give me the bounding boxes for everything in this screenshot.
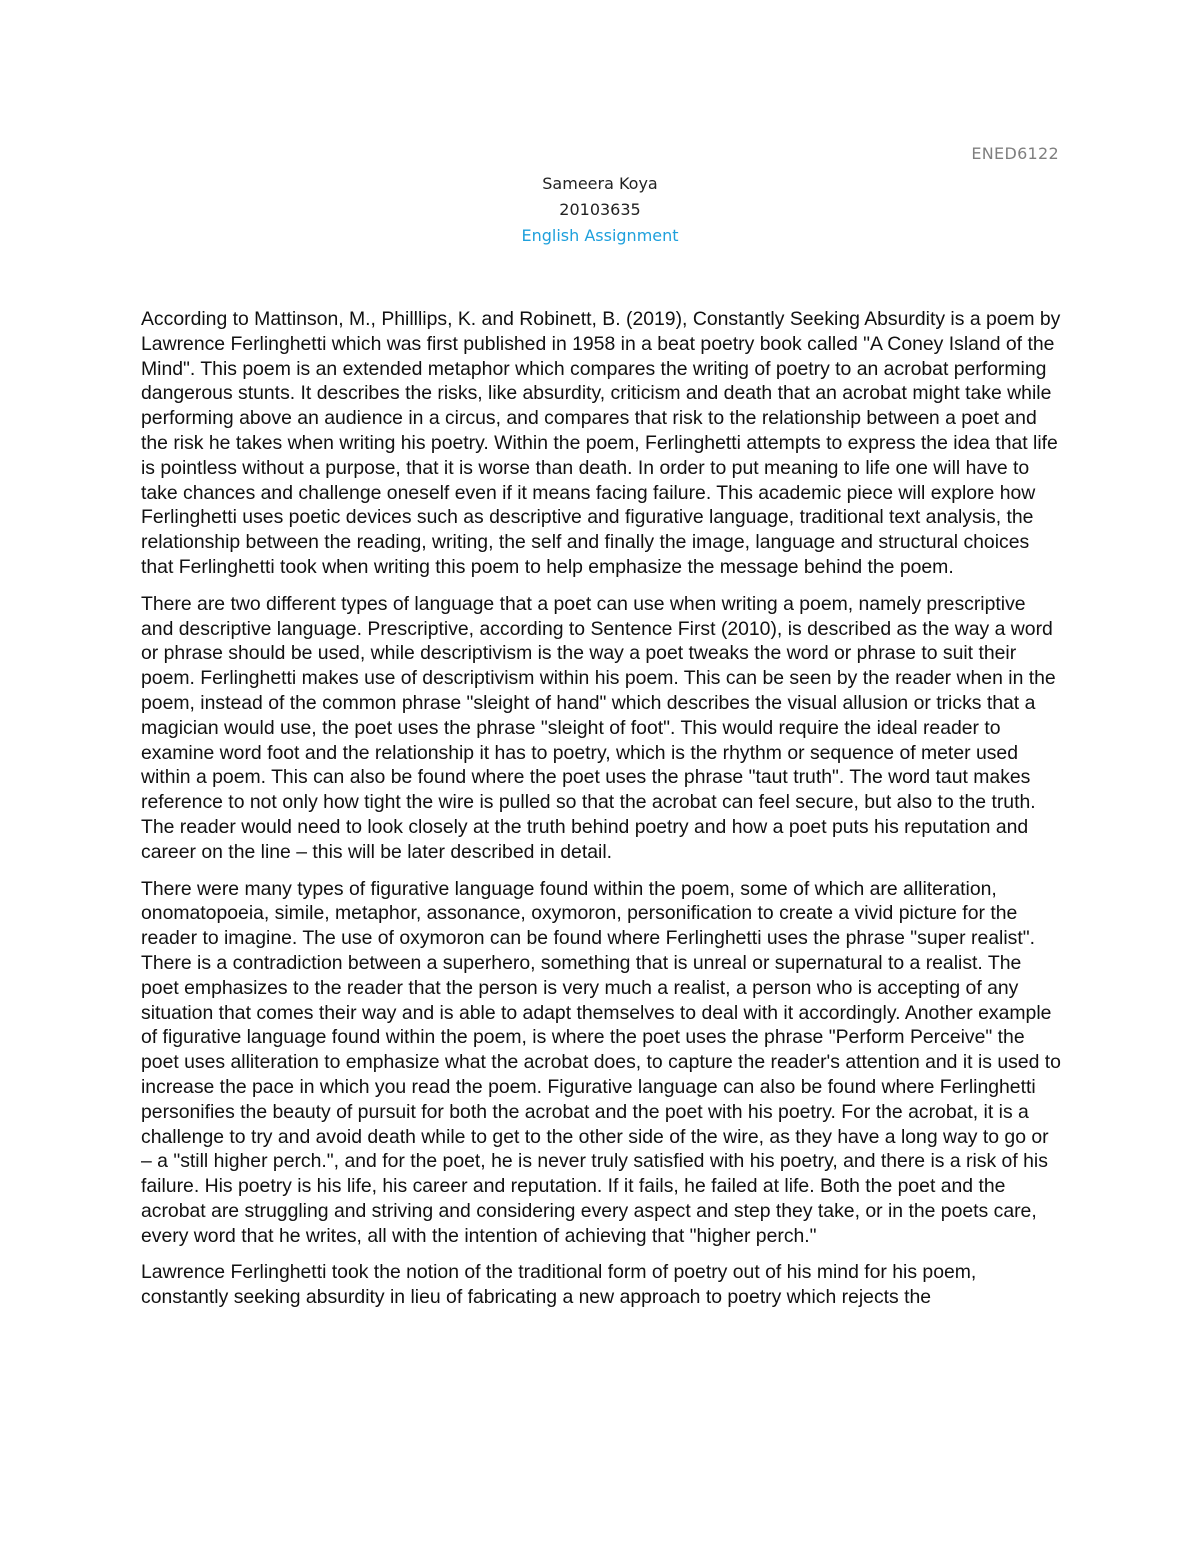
- paragraph: There were many types of figurative language found within the poem, some of which are alliteration, onomatopoeia, simile, metaphor, assonance, oxymoron, personification to create a vivid picture for the reader to imagine. The use of oxymoron can be found where Ferlinghetti uses the phrase "super realist". There is a contradiction between a superhero, something that is unreal or supernatural to a realist. The poet emphasizes to the reader that the person is very much a realist, a person who is accepting of any situation that comes their way and is able to adapt themselves to deal with it accordingly. Another example of figurative language found within the poem, is where the poet uses the phrase "Perform Perceive" the poet uses alliteration to emphasize what the acrobat does, to capture the reader's attention and it is used to increase the pace in which you read the poem. Figurative language can also be found where Ferlinghetti personifies the beauty of pursuit for both the acrobat and the poet with his poetry. For the acrobat, it is a challenge to try and avoid death while to get to the other side of the wire, as they have a long way to go or – a "still higher perch.", and for the poet, he is never truly satisfied with his poetry, and there is a risk of his failure. His poetry is his life, his career and reputation. If it fails, he failed at life. Both the poet and the acrobat are struggling and striving and considering every aspect and step they take, or in the poets care, every word that he writes, all with the intention of achieving that "higher perch.": [141, 877, 1061, 1247]
- title-block: [0, 171, 1200, 249]
- paragraph: There are two different types of language that a poet can use when writing a poem, namely prescriptive and descriptive language. Prescriptive, according to Sentence First (2010), is described as the way a word or phrase should be used, while descriptivism is the way a poet tweaks the word or phrase to suit their poem. Ferlinghetti makes use of descriptivism within his poem. This can be seen by the reader when in the poem, instead of the common phrase "sleight of hand" which describes the visual allusion or tricks that a magician would use, the poet uses the phrase "sleight of foot". This would require the ideal reader to examine word foot and the relationship it has to poetry, which is the rhythm or sequence of meter used within a poem. This can also be found where the poet uses the phrase "taut truth". The word taut makes reference to not only how tight the wire is pulled so that the acrobat can feel secure, but also to the truth. The reader would need to look closely at the truth behind poetry and how a poet puts his reputation and career on the line – this will be later described in detail.: [141, 592, 1056, 863]
- assignment-title: English Assignment: [521, 226, 679, 245]
- author-name: Sameera Koya: [542, 174, 658, 193]
- paragraph: Lawrence Ferlinghetti took the notion of the traditional form of poetry out of his mind for his poem, constantly seeking absurdity in lieu of fabricating a new approach to poetry which rejects the: [141, 1261, 977, 1309]
- student-number: 20103635: [559, 200, 641, 219]
- essay-body: [141, 307, 1061, 1322]
- paragraph: According to Mattinson, M., Philllips, K. and Robinett, B. (2019), Constantly Seeking Absurdity is a poem by Lawrence Ferlinghetti which was first published in 1958 in a beat poetry book called "A Coney Island of the Mind". This poem is an extended metaphor which compares the writing of poetry to an acrobat performing dangerous stunts. It describes the risks, like absurdity, criticism and death that an acrobat might take while performing above an audience in a circus, and compares that risk to the relationship between a poet and the risk he takes when writing his poetry. Within the poem, Ferlinghetti attempts to express the idea that life is pointless without a purpose, that it is worse than death. In order to put meaning to life one will have to take chances and challenge oneself even if it means facing failure. This academic piece will explore how Ferlinghetti uses poetic devices such as descriptive and figurative language, traditional text analysis, the relationship between the reading, writing, the self and finally the image, language and structural choices that Ferlinghetti took when writing this poem to help emphasize the message behind the poem.: [141, 308, 1061, 578]
- course-code: ENED6122: [971, 144, 1059, 163]
